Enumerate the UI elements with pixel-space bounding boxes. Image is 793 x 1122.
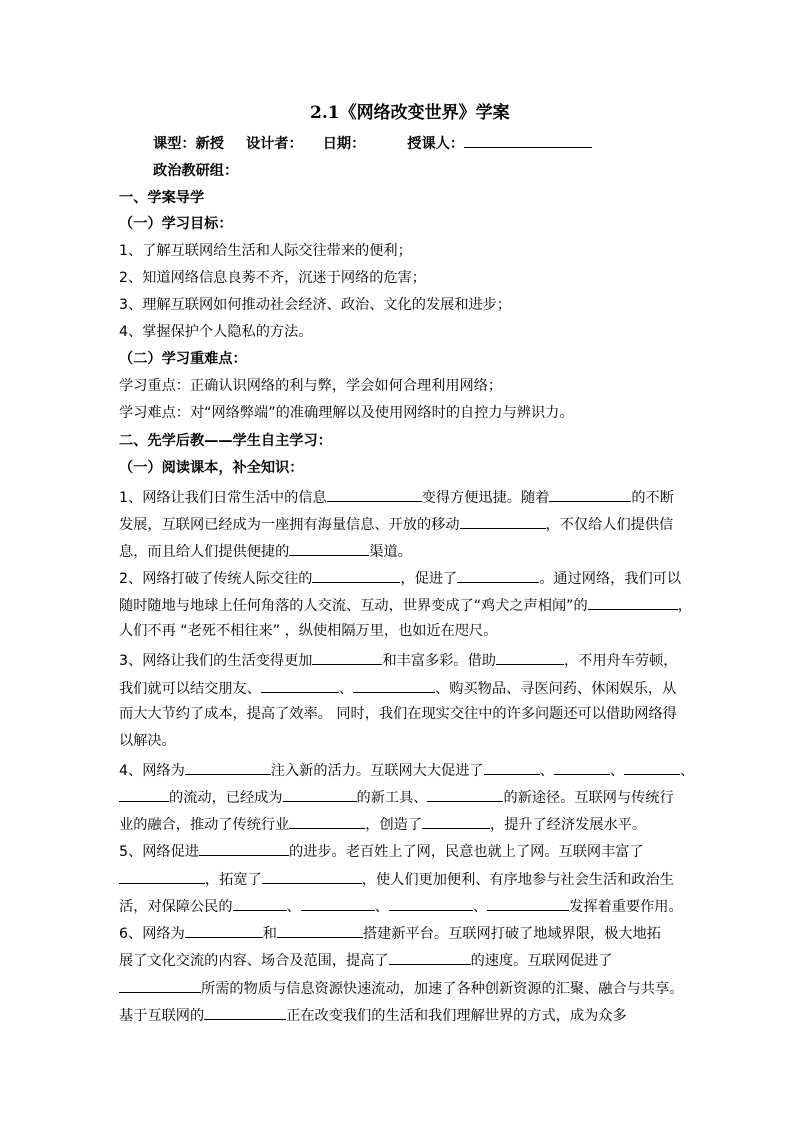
text: 和丰富多彩。借助	[382, 653, 496, 669]
meta-line	[153, 132, 713, 154]
text: 和	[262, 926, 277, 942]
course-type: 课型：新授	[153, 136, 224, 152]
question-6-line-4	[119, 1004, 679, 1026]
text: 活，对保障公民的	[119, 899, 233, 915]
fill-blank[interactable]	[119, 786, 169, 802]
text: 发展，互联网已经成为一座拥有海量信息、开放的移动	[119, 517, 460, 533]
text: 、	[338, 681, 354, 697]
text: 1、网络让我们日常生活中的信息	[119, 490, 327, 506]
text: 。通过网络，我们可以	[539, 571, 682, 587]
text: ，创造了	[365, 817, 423, 833]
fill-blank[interactable]	[549, 486, 631, 502]
fill-blank[interactable]	[185, 922, 263, 938]
goal-item: 2、知道网络信息良莠不齐，沉迷于网络的危害；	[119, 270, 426, 286]
text: 、购买物品、寻医问药、休闲娱乐，从	[435, 681, 677, 697]
date-label: 日期：	[322, 136, 366, 152]
text: 所需的物质与信息资源快速流动，加速了各种创新资源的汇聚、融合与共享。	[201, 981, 684, 997]
fill-blank[interactable]	[312, 567, 400, 583]
fill-blank[interactable]	[353, 677, 435, 693]
text: 随时随地与地球上任何角落的人交流、互动，世界变成了“鸡犬之声相闻”的	[119, 598, 588, 614]
text: ，拓宽了	[205, 872, 262, 888]
fill-blank[interactable]	[389, 895, 473, 911]
page-title: 2.1《网络改变世界》学案	[310, 103, 510, 123]
key-point: 学习重点：正确认识网络的利与弊，学会如何合理利用网络；	[119, 378, 503, 394]
question-2-line-2	[119, 594, 692, 616]
text: 展了文化交流的内容、场合及范围，提高了	[119, 953, 389, 969]
text: 、	[374, 899, 389, 915]
text: 业的融合，推动了传统行业	[119, 817, 290, 833]
text: 2、网络打破了传统人际交往的	[119, 571, 313, 587]
question-2-line-1	[119, 567, 682, 589]
text: 搭建新平台。互联网打破了地域界限，极大地拓	[362, 926, 661, 942]
fill-blank[interactable]	[312, 649, 382, 665]
fill-blank[interactable]	[624, 759, 680, 775]
fill-blank[interactable]	[185, 759, 271, 775]
question-3-line-2	[119, 677, 679, 699]
designer-label: 设计者：	[245, 136, 303, 152]
teacher-label: 授课人：	[407, 136, 465, 152]
text: ，	[677, 598, 692, 614]
text: 的进步。老百姓上了网，民意也就上了网。互联网丰富了	[288, 844, 644, 860]
text: ，不用舟车劳顿，	[563, 653, 678, 669]
fill-blank[interactable]	[261, 677, 339, 693]
fill-blank[interactable]	[277, 922, 363, 938]
section-heading-1: 一、学案导学	[119, 190, 205, 206]
section-heading-2: 二、先学后教——学生自主学习：	[119, 433, 332, 449]
goal-item: 3、理解互联网如何推动社会经济、政治、文化的发展和进步；	[119, 297, 512, 313]
fill-blank[interactable]	[460, 513, 546, 529]
text: 、	[539, 763, 554, 779]
group-label: 政治教研组：	[153, 163, 239, 179]
text: ，使人们更加便利、有序地参与社会生活和政治生	[361, 872, 674, 888]
text: 正在改变我们的生活和我们理解世界的方式，成为众多	[286, 1008, 627, 1024]
question-1-line-1	[119, 486, 679, 508]
question-1-line-2	[119, 513, 679, 535]
text: 变得方便迅捷。随着	[421, 490, 550, 506]
fill-blank[interactable]	[457, 567, 539, 583]
text: 3、网络让我们的生活变得更加	[119, 653, 313, 669]
goal-item: 4、掌握保护个人隐私的方法。	[119, 324, 313, 340]
fill-blank[interactable]	[301, 895, 375, 911]
fill-blank[interactable]	[496, 649, 564, 665]
fill-blank[interactable]	[484, 759, 540, 775]
text: 的速度。互联网促进了	[470, 953, 613, 969]
fill-blank[interactable]	[119, 868, 205, 884]
fill-blank[interactable]	[588, 594, 678, 610]
question-4-line-3	[119, 813, 679, 835]
fill-blank[interactable]	[262, 868, 362, 884]
question-3-line-3: 而大大节约了成本，提高了效率。 同时，我们在现实交往中的许多问题还可以借助网络得	[119, 706, 677, 722]
question-5-line-1	[119, 840, 679, 862]
fill-blank[interactable]	[487, 895, 569, 911]
fill-blank[interactable]	[119, 977, 201, 993]
question-4-line-1	[119, 759, 695, 781]
question-1-line-3	[119, 540, 679, 562]
question-6-line-2	[119, 949, 679, 971]
text: 、	[680, 763, 695, 779]
fill-blank[interactable]	[554, 759, 610, 775]
text: 的新工具、	[356, 790, 428, 806]
question-5-line-3	[119, 895, 683, 917]
fill-blank[interactable]	[327, 486, 422, 502]
question-6-line-1	[119, 922, 679, 944]
question-3-line-1	[119, 649, 679, 671]
subsection-heading-keypoints: （二）学习重难点：	[119, 351, 247, 367]
fill-blank[interactable]	[427, 786, 503, 802]
text: 的新途径。互联网与传统行	[503, 790, 674, 806]
difficult-point: 学习难点：对“网络弊端”的准确理解以及使用网络时的自控力与辨识力。	[119, 405, 574, 421]
text: 发挥着重要作用。	[569, 899, 683, 915]
fill-blank[interactable]	[199, 840, 289, 856]
question-5-line-2	[119, 868, 679, 890]
text: 5、网络促进	[119, 844, 199, 860]
subsection-heading-reading: （一）阅读课本，补全知识：	[119, 460, 304, 476]
text: 、	[286, 899, 301, 915]
question-3-line-4: 以解决。	[119, 733, 176, 749]
fill-blank[interactable]	[204, 1004, 286, 1020]
fill-blank[interactable]	[289, 540, 369, 556]
question-4-line-2	[119, 786, 679, 808]
fill-blank[interactable]	[283, 786, 357, 802]
fill-blank[interactable]	[422, 813, 490, 829]
text: 6、网络为	[119, 926, 185, 942]
text: 基于互联网的	[119, 1008, 205, 1024]
text: 、	[472, 899, 488, 915]
text: ，不仅给人们提供信	[545, 517, 674, 533]
text: 的不断	[631, 490, 674, 506]
text: ，提升了经济发展水平。	[490, 817, 647, 833]
text: 息，而且给人们提供便捷的	[119, 544, 290, 560]
question-2-line-3: 人们不再 “老死不相往来” ，纵使相隔万里，也如近在咫尺。	[119, 623, 498, 639]
subsection-heading-goals: （一）学习目标：	[119, 216, 233, 232]
text: 我们就可以结交朋友、	[119, 681, 261, 697]
fill-blank[interactable]	[389, 949, 471, 965]
fill-blank[interactable]	[233, 895, 287, 911]
goal-item: 1、了解互联网给生活和人际交往带来的便利；	[119, 243, 412, 259]
text: 、	[609, 763, 625, 779]
fill-blank[interactable]	[289, 813, 365, 829]
text: 注入新的活力。互联网大大促进了	[270, 763, 484, 779]
text: 的流动，已经成为	[169, 790, 283, 806]
question-6-line-3	[119, 977, 684, 999]
teacher-blank[interactable]	[464, 132, 592, 148]
text: 渠道。	[369, 544, 412, 560]
text: 4、网络为	[119, 763, 185, 779]
text: ，促进了	[400, 571, 458, 587]
